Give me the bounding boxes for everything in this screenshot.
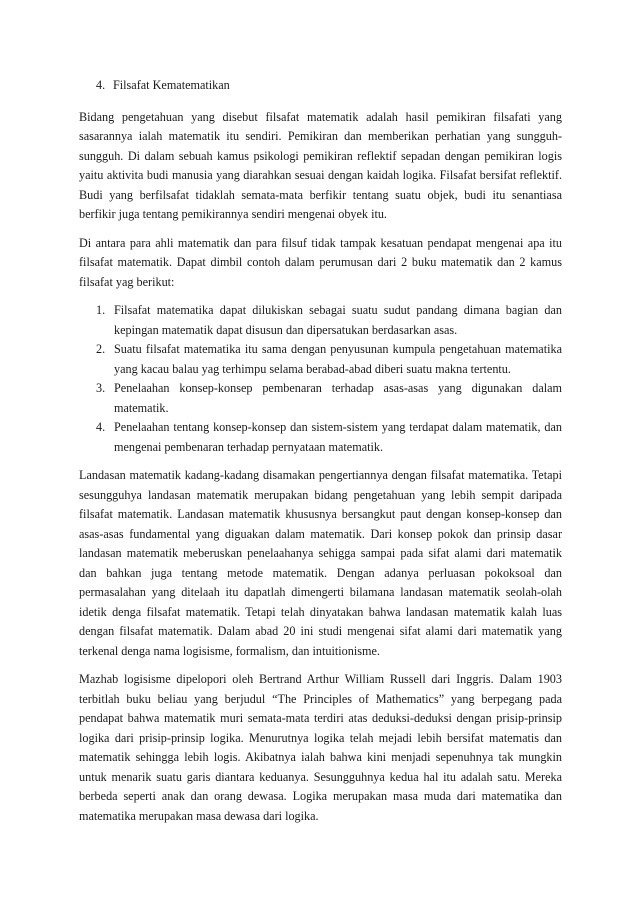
list-item-number: 3. bbox=[96, 381, 106, 395]
list-item-text: Penelaahan tentang konsep-konsep dan sistem-sistem yang terdapat dalam matematik, dan mengenai pembenaran terhadap pernyataan matematik. bbox=[114, 420, 562, 454]
list-item-text: Suatu filsafat matematika itu sama dengan penyusunan kumpula pengetahuan matematika yang kacau balau yag terhimpu selama berabad-abad diberi suatu makna tertentu. bbox=[114, 342, 562, 376]
definition-list bbox=[79, 301, 562, 457]
list-item bbox=[79, 340, 562, 379]
list-item-text: Filsafat matematika dapat dilukiskan sebagai suatu sudut pandang dimana bagian dan kepingan matematik dapat disusun dan dipersatukan berdasarkan asas. bbox=[114, 303, 562, 337]
paragraph-intro-list: Di antara para ahli matematik dan para filsuf tidak tampak kesatuan pendapat mengenai apa itu filsafat matematik. Dapat dimbil contoh dalam perumusan dari 2 buku matematik dan 2 kamus filsafat yag berikut: bbox=[79, 235, 562, 289]
list-item bbox=[79, 379, 562, 418]
list-item-number: 1. bbox=[96, 303, 106, 317]
list-item bbox=[79, 301, 562, 340]
paragraph-landasan: Landasan matematik kadang-kadang disamakan pengertiannya dengan filsafat matematika. Tetapi sesungguhya landasan matematik merupakan bidang pengetahuan yang lebih sempit daripada filsafat matematik. Landasan matematik khususnya bersangkut paut dengan konsep-konsep dan asas-asas fundamental yang diguakan dalam matematik. Dari konsep pokok dan prinsip dasar landasan matematik meberuskan penelaahanya sehigga sampai pada sifat alami dari matematik dan bahkan juga tentang metode matematik. Dengan adanya perluasan pokoksoal dan permasalahan yang ditelaah itu dapatlah dimengerti bilamana landasan matematik seolah-olah idetik denga filsafat matematik. Tetapi telah dinyatakan bahwa landasan matematik kalah luas dengan filsafat matematik. Dalam abad 20 ini studi mengenai sifat alami dari matematik yang terkenal denga nama logisisme, formalism, dan intuitionisme. bbox=[79, 468, 562, 658]
list-item bbox=[79, 418, 562, 457]
paragraph-definition: Bidang pengetahuan yang disebut filsafat matematik adalah hasil pemikiran filsafati yang sasarannya ialah matematik itu sendiri. Pemikiran dan memberikan perhatian yang sungguh-sungguh. Di dalam sebuah kamus psikologi pemikiran reflektif sepadan dengan pemikiran logis yaitu aktivita budi manusia yang diarahkan sesuai dengan kaidah logika. Filsafat bersifat reflektif. Budi yang berfilsafat tidaklah semata-mata berfikir tentang suatu objek, budi itu senantiasa berfikir juga tentang pemikirannya sendiri mengenai obyek itu. bbox=[79, 109, 562, 221]
list-item-number: 4. bbox=[96, 420, 106, 434]
section-title: Filsafat Kematematikan bbox=[113, 78, 230, 92]
list-item-number: 2. bbox=[96, 342, 106, 356]
section-heading bbox=[96, 76, 562, 96]
document-page bbox=[79, 76, 562, 835]
paragraph-logisisme: Mazhab logisisme dipelopori oleh Bertrand Arthur William Russell dari Inggris. Dalam 1903 terbitlah buku beliau yang berjudul “The Principles of Mathematics” yang berpegang pada pendapat bahwa matematik muri semata-mata terdiri atas deduksi-deduksi dengan prisip-prinsip logika dari prisip-prinsip logika. Menurutnya logika telah mejadi lebih bersifat matematis dan matematik sehingga lebih logis. Akibatnya ialah bahwa kini menjadi sepenuhnya tak mungkin untuk menarik suatu garis diantara keduanya. Sesungguhnya kedua hal itu adalah satu. Mereka berbeda seperti anak dan orang dewasa. Logika merupakan masa muda dari matematika dan matematika merupakan masa dewasa dari logika. bbox=[79, 672, 562, 823]
section-number: 4. bbox=[96, 78, 106, 92]
list-item-text: Penelaahan konsep-konsep pembenaran terhadap asas-asas yang digunakan dalam matematik. bbox=[114, 381, 562, 415]
